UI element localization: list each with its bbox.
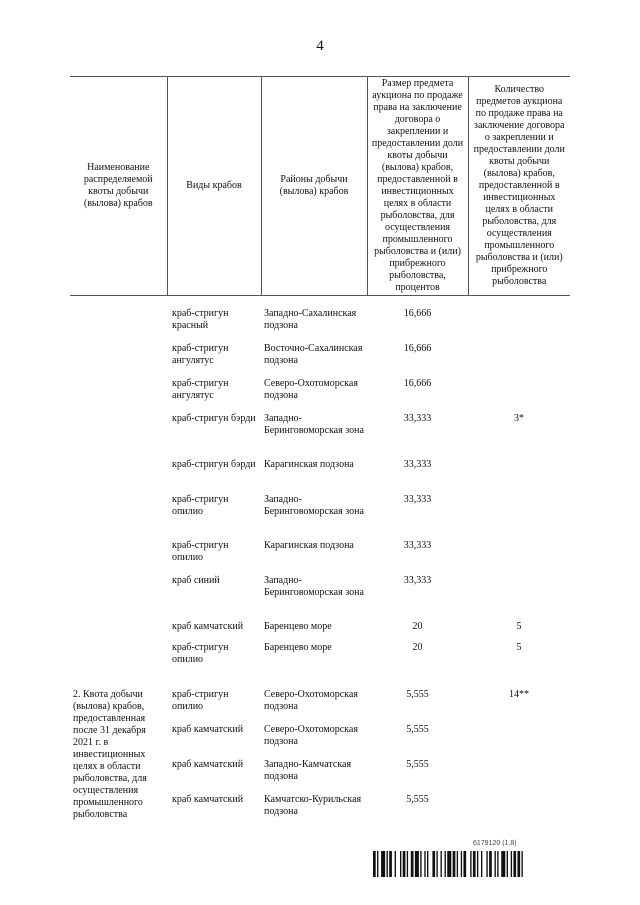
barcode-bar: [427, 851, 428, 877]
region-cell: Карагинская подзона: [264, 459, 354, 470]
barcode-bar: [411, 851, 414, 877]
count-cell: [468, 378, 570, 413]
barcode-bar: [395, 851, 396, 877]
count-cell: [468, 759, 570, 794]
percent-cell: 5,555: [406, 724, 429, 735]
document-code: 6179120 (1.8): [473, 840, 517, 847]
group-name-cell: [70, 296, 167, 344]
header-auction-size-percent: Размер предмета аукциона по продаже права на заключение договора о закреплении и предоставлении доли квоты добычи (вылова) крабов, предоставленной в инвестиционных целях в области рыболовства, для осуществления промышленного рыболовства и (или) прибрежного рыболовства, процентов: [367, 77, 468, 296]
barcode-bar: [403, 851, 406, 877]
barcode-bar: [445, 851, 446, 877]
barcode-bar: [495, 851, 496, 877]
barcode-bar: [513, 851, 516, 877]
table-row: [70, 343, 570, 378]
species-cell: краб-стригун бэрди: [172, 413, 256, 424]
species-cell: краб-стригун ангулятус: [172, 378, 229, 401]
barcode-bar: [389, 851, 392, 877]
species-cell: краб синий: [172, 575, 220, 586]
region-cell: Западно-Беринговоморская зона: [264, 575, 364, 598]
table-row: [70, 459, 570, 494]
species-cell: краб-стригун опилио: [172, 642, 229, 665]
percent-cell: 16,666: [403, 378, 432, 389]
barcode-bar: [507, 851, 508, 877]
region-cell: Баренцево море: [264, 621, 332, 632]
count-cell: 5: [516, 621, 522, 632]
region-cell: Восточно-Сахалинская подзона: [264, 343, 363, 366]
barcode-bar: [447, 851, 451, 877]
count-cell: [468, 494, 570, 540]
percent-cell: 5,555: [406, 689, 429, 700]
barcode-bar: [377, 851, 378, 877]
percent-cell: 16,666: [403, 308, 432, 319]
count-cell: [468, 724, 570, 759]
header-quota-name: Наименование распределяемой квоты добычи (вылова) крабов: [83, 162, 153, 209]
quota-table: [70, 76, 570, 833]
species-cell: краб-стригун опилио: [172, 689, 229, 712]
percent-cell: 20: [412, 642, 423, 653]
table-row: [70, 540, 570, 575]
table-row: [70, 642, 570, 677]
barcode-bar: [407, 851, 408, 877]
barcode-bar: [470, 851, 471, 877]
percent-cell: 33,333: [403, 459, 432, 470]
table-header: [70, 77, 570, 296]
barcode-bar: [501, 851, 505, 877]
barcode-bar: [511, 851, 512, 877]
count-cell: 3*: [514, 413, 524, 424]
percent-cell: 33,333: [403, 540, 432, 551]
table-row: [70, 677, 570, 724]
barcode-bar: [477, 851, 478, 877]
barcode-bar: [481, 851, 482, 877]
region-cell: Карагинская подзона: [264, 540, 354, 551]
species-cell: краб камчатский: [172, 724, 244, 735]
count-cell: [468, 296, 570, 344]
table-row: [70, 621, 570, 642]
barcode-bar: [436, 851, 437, 877]
region-cell: Западно-Камчатская подзона: [264, 759, 352, 782]
header-auction-count: Количество предметов аукциона по продаже права на заключение договора о закреплении и предоставлении доли квоты добычи (вылова) крабов, предоставленной в инвестиционных целях в области рыболовства, для осуществления промышленного рыболовства и (или) прибрежного рыболовства: [468, 77, 570, 296]
barcode-bar: [432, 851, 435, 877]
barcode-bar: [420, 851, 421, 877]
table-row: [70, 575, 570, 621]
percent-cell: 20: [412, 621, 423, 632]
barcode-bar: [373, 851, 376, 877]
percent-cell: 33,333: [403, 494, 432, 505]
percent-cell: 5,555: [406, 759, 429, 770]
barcode-bar: [453, 851, 456, 877]
species-cell: краб-стригун красный: [172, 308, 229, 331]
species-cell: краб-стригун ангулятус: [172, 343, 229, 366]
region-cell: Западно-Беринговоморская зона: [264, 413, 364, 436]
barcode-bar: [463, 851, 466, 877]
barcode-bar: [497, 851, 498, 877]
header-fishing-region: Районы добычи (вылова) крабов: [261, 77, 367, 296]
barcode-bar: [473, 851, 476, 877]
count-cell: 5: [516, 642, 522, 653]
region-cell: Северо-Охотоморская подзона: [264, 378, 358, 401]
header-crab-species: Виды крабов: [167, 77, 261, 296]
species-cell: краб-стригун бэрди: [172, 459, 256, 470]
count-cell: [468, 459, 570, 494]
species-cell: краб-стригун опилио: [172, 540, 229, 563]
region-cell: Камчатско-Курильская подзона: [264, 794, 362, 817]
count-cell: [468, 343, 570, 378]
table-row: [70, 378, 570, 413]
page-number: 4: [316, 38, 324, 54]
barcode-bar: [424, 851, 425, 877]
species-cell: краб камчатский: [172, 621, 244, 632]
percent-cell: 5,555: [406, 794, 429, 805]
region-cell: Западно-Сахалинская подзона: [264, 308, 357, 331]
barcode-bar: [457, 851, 458, 877]
region-cell: Северо-Охотоморская подзона: [264, 689, 358, 712]
species-cell: краб-стригун опилио: [172, 494, 229, 517]
region-cell: Баренцево море: [264, 642, 332, 653]
species-cell: краб камчатский: [172, 759, 244, 770]
table-body: [70, 296, 570, 834]
region-cell: Западно-Беринговоморская зона: [264, 494, 364, 517]
percent-cell: 33,333: [403, 575, 432, 586]
table-row: [70, 296, 570, 344]
barcode-bar: [387, 851, 388, 877]
barcode-bar: [517, 851, 520, 877]
count-cell: [468, 575, 570, 621]
barcode-bar: [522, 851, 523, 877]
species-cell: краб камчатский: [172, 794, 244, 805]
count-cell: [468, 540, 570, 575]
barcode-bar: [400, 851, 401, 877]
barcode-bar: [441, 851, 442, 877]
barcode-bar: [486, 851, 487, 877]
table-row: [70, 494, 570, 540]
barcode-bar: [489, 851, 492, 877]
barcode-bar: [461, 851, 462, 877]
barcode-bar: [415, 851, 419, 877]
percent-cell: 33,333: [403, 413, 432, 424]
table-row: [70, 413, 570, 459]
percent-cell: 16,666: [403, 343, 432, 354]
count-cell: 14**: [509, 689, 529, 700]
region-cell: Северо-Охотоморская подзона: [264, 724, 358, 747]
barcode-bar: [381, 851, 385, 877]
barcode: [373, 851, 573, 877]
count-cell: [468, 794, 570, 833]
group-name-cell: 2. Квота добычи (вылова) крабов, предоставленная после 31 декабря 2021 г. в инвестиционных целях в области рыболовства, для осуществления промышленного рыболовства: [73, 689, 147, 820]
